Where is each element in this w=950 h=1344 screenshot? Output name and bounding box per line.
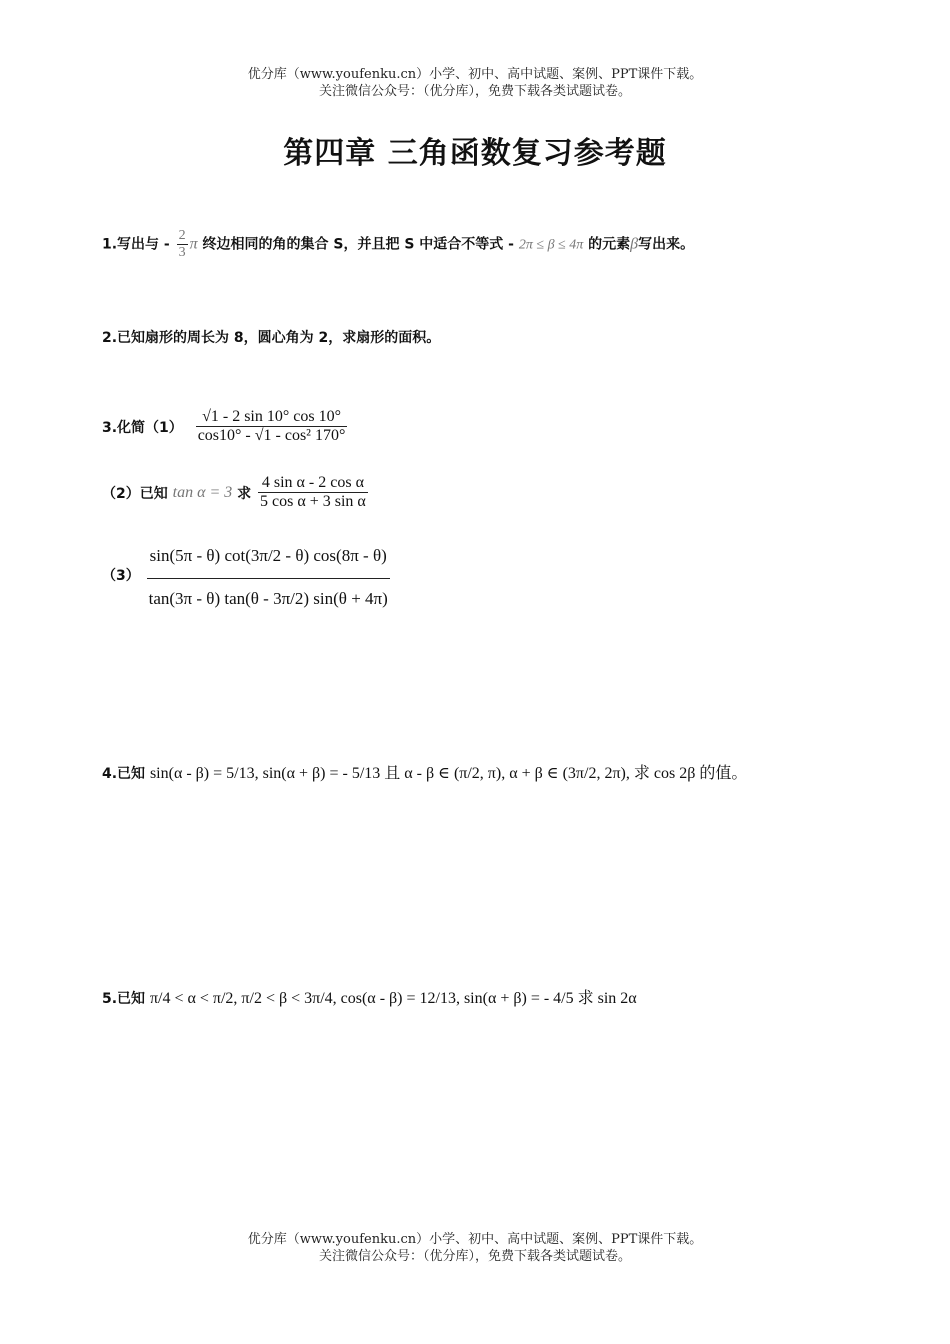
question-4: [102, 760, 942, 783]
q3-part2-fraction: [258, 474, 368, 512]
q3-p2-given: tan α = 3: [172, 483, 233, 501]
q3-p2-label: （2）已知: [102, 485, 168, 502]
q3-p1-den: cos10° - √1 - cos² 170°: [197, 427, 346, 445]
page-title: 第四章 三角函数复习参考题: [283, 136, 667, 171]
q3-p1-num: √1 - 2 sin 10° cos 10°: [196, 408, 348, 427]
q3-p2-den: 5 cos α + 3 sin α: [260, 493, 366, 511]
question-2: 2.已知扇形的周长为 8，圆心角为 2，求扇形的面积。: [102, 330, 441, 346]
page-header: [0, 66, 950, 100]
q3-p3-den: tan(3π - θ) tan(θ - 3π/2) sin(θ + 4π): [148, 588, 388, 608]
q1-frac-num: 2: [177, 228, 188, 245]
q3-p3-num: sin(5π - θ) cot(3π/2 - θ) cos(8π - θ): [147, 536, 390, 579]
q3-p2-num: 4 sin α - 2 cos α: [258, 474, 368, 493]
page-footer: [0, 1231, 950, 1265]
question-3-part-3: [102, 536, 802, 614]
question-5: [102, 985, 942, 1008]
q3-p3-label: （3）: [102, 568, 140, 585]
q1-prefix: 1.写出与 -: [102, 236, 170, 253]
question-3: [102, 408, 702, 446]
header-line-2: 关注微信公众号：（优分库），免费下载各类试题试卷。: [318, 84, 631, 99]
q1-fraction: [177, 228, 188, 261]
q1-inequality: 2π ≤ β ≤ 4π: [518, 237, 584, 253]
footer-line-1: 优分库（www.youfenku.cn）小学、初中、高中试题、案例、PPT课件下载。: [247, 1232, 703, 1247]
footer-line-2: 关注微信公众号：（优分库），免费下载各类试题试卷。: [318, 1249, 631, 1264]
q3-label: 3.化简（1）: [102, 419, 183, 436]
q1-text-end: 写出来。: [638, 236, 695, 253]
q1-frac-den: 3: [178, 245, 186, 261]
q3-part3-fraction: [147, 536, 390, 614]
q3-part1-fraction: [196, 408, 348, 446]
q1-beta: β: [630, 235, 639, 253]
question-3-part-2: [102, 474, 702, 512]
q1-text-mid: 终边相同的角的集合 S，并且把 S 中适合不等式 -: [202, 236, 514, 253]
q5-label: 5.已知: [102, 991, 146, 1007]
header-line-1: 优分库（www.youfenku.cn）小学、初中、高中试题、案例、PPT课件下载。: [247, 67, 703, 82]
q4-label: 4.已知: [102, 766, 146, 782]
q1-pi: π: [189, 235, 198, 253]
q3-p2-ask: 求: [237, 485, 252, 502]
question-1: [102, 228, 922, 261]
q5-expression: π/4 < α < π/2, π/2 < β < 3π/4, cos(α - β) = 12/13, sin(α + β) = - 4/5 求 sin 2α: [149, 990, 637, 1007]
q1-text-b: 的元素: [588, 236, 631, 253]
q4-expression: sin(α - β) = 5/13, sin(α + β) = - 5/13 且 α - β ∈ (π/2, π), α + β ∈ (3π/2, 2π), 求 cos 2β 的值。: [149, 765, 748, 782]
